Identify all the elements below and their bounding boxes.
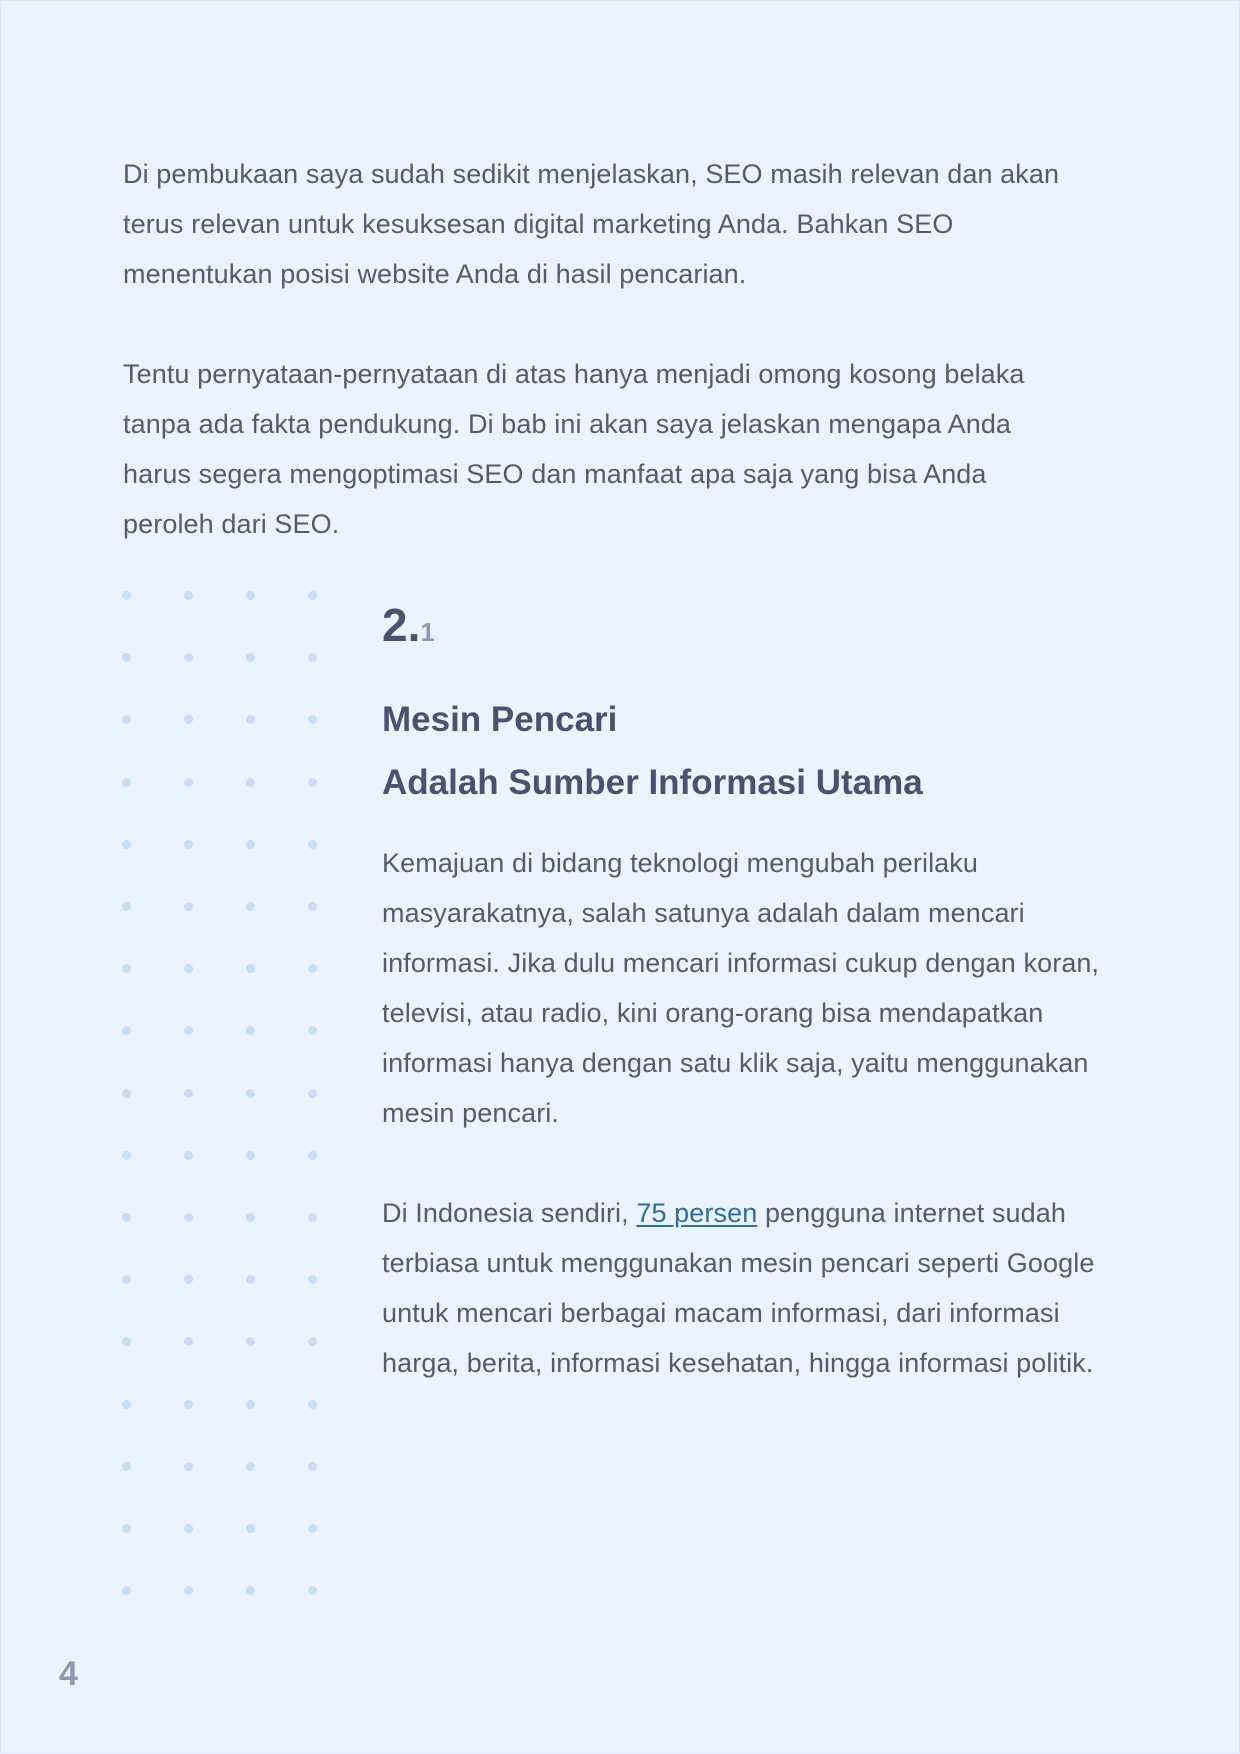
decorative-dot <box>246 1275 255 1284</box>
section-paragraph-2-start: Di Indonesia sendiri, <box>382 1198 637 1228</box>
decorative-dot <box>308 902 317 911</box>
intro-section <box>123 149 1083 599</box>
decorative-dot <box>308 1400 317 1409</box>
decorative-dot <box>122 1213 131 1222</box>
decorative-dot <box>246 1400 255 1409</box>
decorative-dot <box>184 1400 193 1409</box>
decorative-dot <box>122 1400 131 1409</box>
section-title-line-2: Adalah Sumber Informasi Utama <box>382 763 923 802</box>
decorative-dot <box>246 902 255 911</box>
decorative-dot <box>184 653 193 662</box>
decorative-dot <box>122 1089 131 1098</box>
section-number-sub: 1 <box>420 617 435 647</box>
intro-paragraph-1: Di pembukaan saya sudah sedikit menjelaskan, SEO masih relevan dan akan terus relevan untuk kesuksesan digital marketing Anda. Bahkan SEO menentukan posisi website Anda di hasil pencarian. <box>123 159 1060 289</box>
decorative-dot <box>184 1089 193 1098</box>
decorative-dot <box>184 1026 193 1035</box>
section-title-line-1: Mesin Pencari <box>382 700 618 739</box>
decorative-dot <box>184 964 193 973</box>
decorative-dot <box>308 1275 317 1284</box>
decorative-dot <box>246 1026 255 1035</box>
decorative-dot <box>308 1151 317 1160</box>
decorative-dot <box>308 840 317 849</box>
intro-paragraph-2: Tentu pernyataan-pernyataan di atas hanya menjadi omong kosong belaka tanpa ada fakta pendukung. Di bab ini akan saya jelaskan mengapa Anda harus segera mengoptimasi SEO dan manfaat apa saja yang bisa Anda peroleh dari SEO. <box>123 359 1025 539</box>
decorative-dot-grid <box>122 591 322 1601</box>
decorative-dot <box>246 964 255 973</box>
decorative-dot <box>246 1524 255 1533</box>
decorative-dot <box>308 1026 317 1035</box>
section-paragraph-2-end: pengguna internet sudah terbiasa untuk menggunakan mesin pencari seperti Google untuk mencari berbagai macam informasi, dari informasi harga, berita, informasi kesehatan, hingga informasi politik. <box>382 1198 1095 1378</box>
decorative-dot <box>184 902 193 911</box>
decorative-dot <box>308 964 317 973</box>
decorative-dot <box>308 1089 317 1098</box>
decorative-dot <box>308 1337 317 1346</box>
section-paragraph-1: Kemajuan di bidang teknologi mengubah perilaku masyarakatnya, salah satunya adalah dalam mencari informasi. Jika dulu mencari informasi cukup dengan koran, televisi, atau radio, kini orang-orang bisa mendapatkan informasi hanya dengan satu klik saja, yaitu menggunakan mesin pencari. <box>382 848 1100 1128</box>
decorative-dot <box>122 1275 131 1284</box>
decorative-dot <box>122 1524 131 1533</box>
decorative-dot <box>246 778 255 787</box>
decorative-dot <box>122 964 131 973</box>
decorative-dot <box>308 715 317 724</box>
decorative-dot <box>184 1275 193 1284</box>
decorative-dot <box>308 1524 317 1533</box>
decorative-dot <box>246 1089 255 1098</box>
section-paragraph-2 <box>382 1188 1142 1388</box>
decorative-dot <box>246 715 255 724</box>
decorative-dot <box>122 1586 131 1595</box>
decorative-dot <box>122 591 131 600</box>
decorative-dot <box>184 840 193 849</box>
decorative-dot <box>246 591 255 600</box>
decorative-dot <box>308 591 317 600</box>
decorative-dot <box>246 1151 255 1160</box>
decorative-dot <box>246 653 255 662</box>
decorative-dot <box>308 1586 317 1595</box>
decorative-dot <box>184 1586 193 1595</box>
decorative-dot <box>122 1151 131 1160</box>
section-2-1 <box>382 595 1142 1438</box>
decorative-dot <box>184 1213 193 1222</box>
decorative-dot <box>308 1213 317 1222</box>
decorative-dot <box>308 653 317 662</box>
section-number-main: 2. <box>382 599 421 651</box>
decorative-dot <box>122 1026 131 1035</box>
decorative-dot <box>184 1337 193 1346</box>
decorative-dot <box>308 1462 317 1471</box>
decorative-dot <box>122 715 131 724</box>
decorative-dot <box>184 1151 193 1160</box>
decorative-dot <box>246 1586 255 1595</box>
decorative-dot <box>184 1524 193 1533</box>
decorative-dot <box>246 1462 255 1471</box>
decorative-dot <box>122 1337 131 1346</box>
section-title <box>382 688 1142 814</box>
decorative-dot <box>246 1337 255 1346</box>
decorative-dot <box>122 653 131 662</box>
decorative-dot <box>184 778 193 787</box>
decorative-dot <box>246 1213 255 1222</box>
page-number: 4 <box>59 1655 78 1693</box>
decorative-dot <box>122 840 131 849</box>
decorative-dot <box>308 778 317 787</box>
decorative-dot <box>184 715 193 724</box>
decorative-dot <box>122 778 131 787</box>
decorative-dot <box>122 1462 131 1471</box>
decorative-dot <box>246 840 255 849</box>
decorative-dot <box>184 591 193 600</box>
statistic-link[interactable]: 75 persen <box>636 1198 758 1228</box>
section-number <box>382 595 1142 662</box>
decorative-dot <box>184 1462 193 1471</box>
decorative-dot <box>122 902 131 911</box>
